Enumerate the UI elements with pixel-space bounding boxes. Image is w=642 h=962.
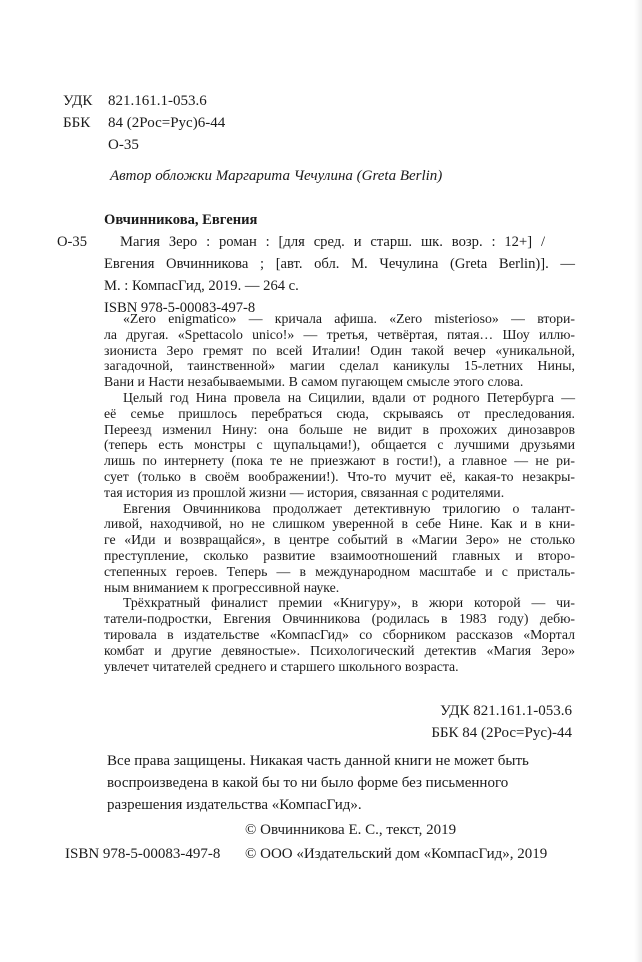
bbk-label: ББК [63,115,91,131]
isbn-copyright-row [65,843,585,865]
text-line: загадочной, таинственной» магии сделал каникулы 15-летних Нины, [104,358,575,374]
isbn-number: ISBN 978-5-00083-497-8 [65,846,221,862]
catalog-codes-bottom [431,700,572,744]
annotation-paragraph [104,311,575,390]
text-line: сует (только в своём воображении!). Что-то мучит её, какая-то незакры- [104,468,575,484]
cover-artist-credit: Автор обложки Маргарита Чечулина (Greta Berlin) [110,168,443,184]
text-line: М. : КомпасГид, 2019. — 264 с. [104,278,299,294]
text-line: Целый год Нина провела на Сицилии, вдали от родного Петербурга — [123,389,575,405]
copyright-author-row [65,819,585,841]
text-line: ным вниманием к прогрессивной науке. [104,579,340,595]
text-line: татели-подростки, Евгения Овчинникова (родилась в 1983 году) дебю- [104,611,575,627]
rights-notice [107,750,587,816]
copyright-author: © Овчинникова Е. С., текст, 2019 [245,822,457,838]
text-line: ливой, находчивой, но не слишком уверенной в себе Нине. Как и в кни- [104,516,575,532]
text-line: тая история из прошлой жизни — история, связанная с родителями. [104,484,505,500]
udk-bottom: УДК 821.161.1-053.6 [440,703,572,719]
text-line: её семье пришлось перебраться сюда, скрываясь от преследования. [104,405,575,421]
text-line: увлечет читателей среднего и старшего школьного возраста. [104,658,459,674]
author-code-row [63,134,225,156]
text-line: тировала в издательстве «КомпасГид» со сборником рассказов «Мортал [104,626,575,642]
text-line: ге «Иди и возвращайся», в центре событий в «Магии Зеро» не столько [104,532,575,548]
bbk-bottom: ББК 84 (2Рос=Рус)-44 [431,725,572,741]
text-line: Магия Зеро : роман : [для сред. и старш. шк. возр. : 12+] / [120,234,545,250]
copyright-publisher: © ООО «Издательский дом «КомпасГид», 2019 [245,846,548,862]
annotation-paragraph [104,501,575,596]
text-line: Евгения Овчинникова ; [авт. обл. М. Чечулина (Greta Berlin)]. — [104,256,575,272]
udk-value: 821.161.1-053.6 [108,93,207,109]
description-text [104,231,575,319]
imprint-block [65,819,585,865]
annotation-paragraph [104,595,575,674]
annotation-text [104,311,575,674]
udk-label: УДК [63,93,93,109]
text-line: зиониста Зеро гремят по всей Италии! Один такой вечер «уникальной, [104,342,575,358]
udk-row [63,90,225,112]
bbk-row [63,112,225,134]
text-line: Все права защищены. Никакая часть данной книги не может быть [107,753,529,769]
text-line: Вани и Насти незабываемыми. В самом пугающем смысле этого слова. [104,374,524,390]
text-line: степенных героев. Теперь — в международном масштабе и с присталь- [104,563,575,579]
text-line: Трёхкратный финалист премии «Книгуру», в жюри которой — чи- [123,595,575,611]
page-edge-shade [634,0,642,962]
text-line: воспроизведена в какой бы то ни было форме без письменного [107,775,509,791]
text-line: Евгения Овчинникова продолжает детективную трилогию о талант- [123,500,575,516]
text-line: комбат и другие девяностые». Психологический детектив «Магия Зеро» [104,642,575,658]
author-code: О-35 [108,137,139,153]
text-line: лишь по интернету (пока те не приезжают в гости!), а главное — не ри- [104,453,575,469]
text-line: преступление, сколько развитие взаимоотношений главных и второ- [104,547,575,563]
text-line: ISBN 978-5-00083-497-8 [104,300,256,316]
text-line: ла другая. «Spettacolo unico!» — третья, четвёртая, пятая… Шоу иллю- [104,326,575,342]
hanging-author-code: О-35 [57,234,87,250]
catalog-codes-top [63,90,225,156]
annotation-paragraph [104,390,575,501]
text-line: Переезд изменил Нину: она больше не видит в прохожих динозавров [104,421,575,437]
text-line: разрешения издательства «КомпасГид». [107,797,362,813]
bibliographic-description [57,209,575,319]
text-line: «Zero enigmatico» — кричала афиша. «Zero misterioso» — втори- [123,311,575,326]
text-line: (теперь есть монстры с щупальцами!), общается с лучшими друзьями [104,437,575,453]
author-header: Овчинникова, Евгения [104,212,258,228]
bbk-value: 84 (2Рос=Рус)6-44 [108,115,226,131]
